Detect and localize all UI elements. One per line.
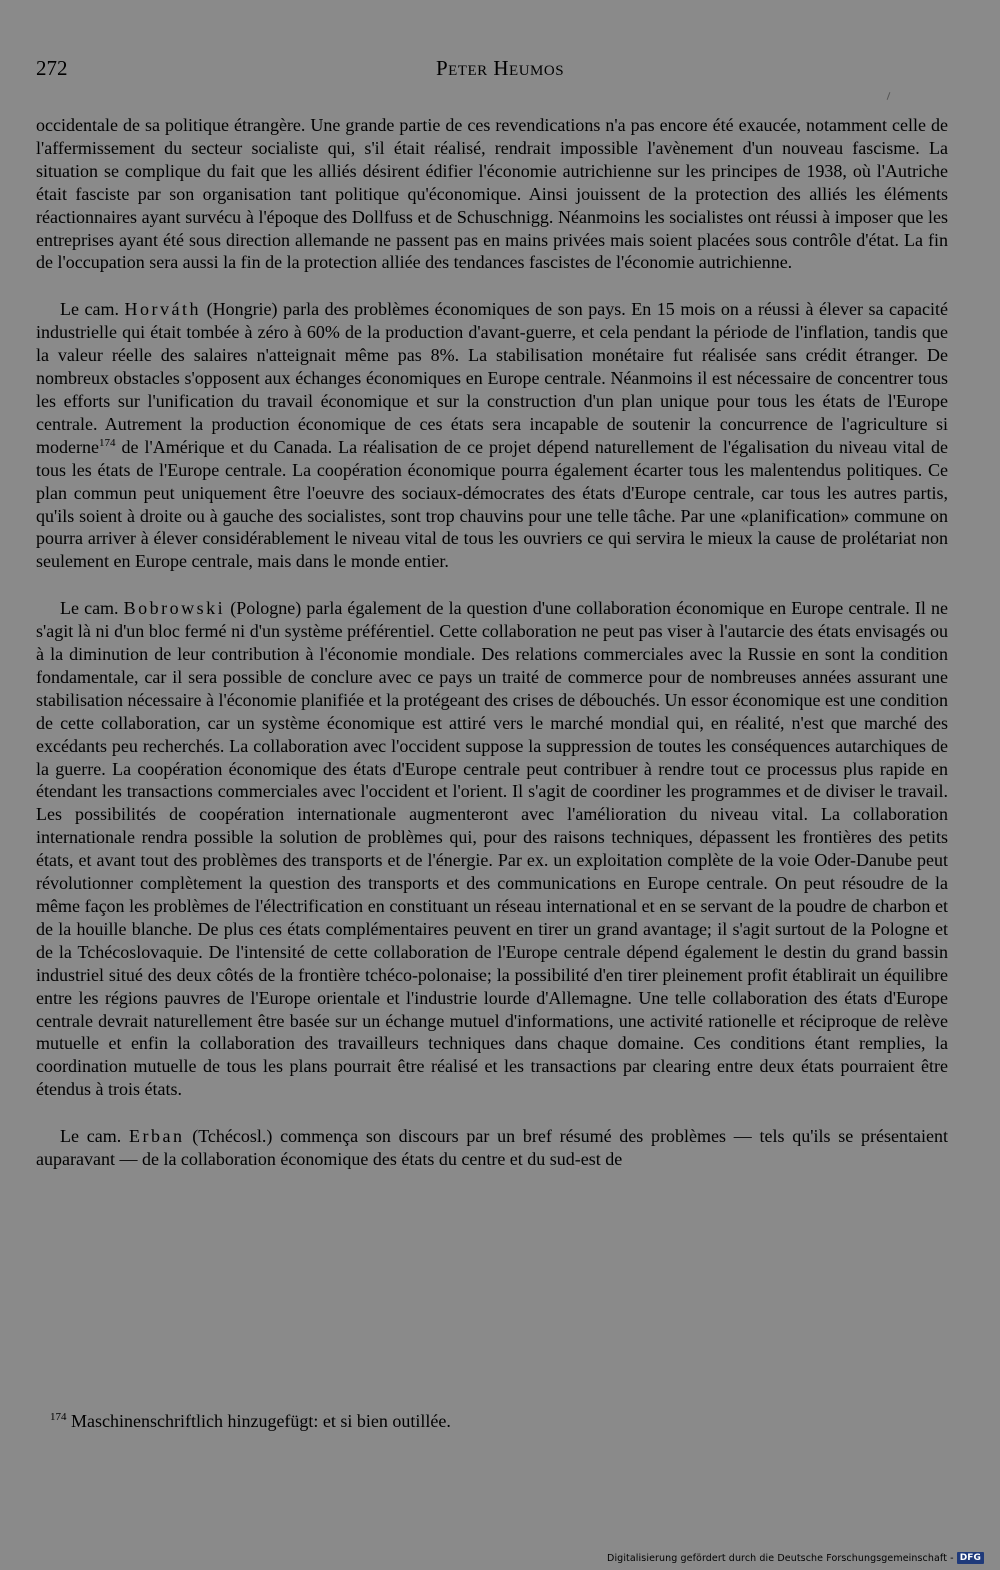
- paragraph-intro: Le cam.: [60, 299, 125, 320]
- speaker-name: Bobrowski: [123, 598, 226, 619]
- running-head: Peter Heumos: [435, 56, 565, 80]
- speaker-name: Horváth: [124, 299, 202, 320]
- footnote-number: 174: [50, 1411, 67, 1423]
- paragraph-bobrowski: [36, 597, 948, 1101]
- body-text: [36, 114, 948, 1195]
- paragraph-horvath: [36, 298, 948, 573]
- footnote-reference: 174: [98, 436, 116, 449]
- paragraph-erban: [36, 1125, 948, 1171]
- paragraph-text: de l'Amérique et du Canada. La réalisation de ce projet dépend naturellement de l'égalisation du niveau vital de tous les états de l'Europe centrale. La coopération économique pourra également écarter tous les malentendus politiques. Ce plan commun peut uniquement être l'oeuvre des sociaux-démocrates des états d'Europe centrale, car tous les autres partis, qu'ils soient à droite ou à gauche des socialistes, sont trop chauvins pour une telle tâche. Par une «planification» commune on pourra arriver à élever considérablement le niveau vital de tous les ouvriers ce qui servira le mieux la cause de prolétariat non seulement en Europe centrale, mais dans le monde entier.: [36, 436, 948, 572]
- dfg-logo-icon: DFG: [957, 1552, 984, 1564]
- page-number: 272: [36, 56, 68, 80]
- footnote: [36, 1410, 948, 1433]
- paragraph-text: (Pologne) parla également de la question d'une collaboration économique en Europe centrale. Il ne s'agit là ni d'un bloc fermé ni d'un système préférentiel. Cette collaboration ne peut pas viser à l'autarcie des états envisagés ou à la diminution de leur contribution à l'économie mondiale. Des relations commerciales avec la Russie en sont la condition fondamentale, car il sera possible de conclure avec ce pays un traité de commerce pour de nombreuses années assurant une stabilisation nécessaire à l'économie planifiée et la protégeant des crises de débouchés. Un essor économique est une condition de cette collaboration, car un système économique est attiré vers le marché mondial qui, en réalité, n'est que marché des excédants peu recherchés. La collaboration avec l'occident suppose la suppression de toutes les conséquences autarchiques de la guerre. La coopération économique des états d'Europe centrale peut contribuer à rendre tout ce processus plus rapide en étendant les transactions commerciales avec l'occident et l'orient. Il s'agit de coordiner les programmes et de diviser le travail. Les possibilités de coopération internationale augmenteront avec l'amélioration du niveau vital. La collaboration internationale rendra possible la solution de problèmes qui, pour des raisons techniques, dépassent les frontières des petits états, et avant tout des problèmes des transports et de l'énergie. Par ex. un exploitation complète de la voie Oder-Danube peut révolutionner complètement la question des transports et des communications en Europe centrale. On peut résoudre de la même façon les problèmes de l'électrification en constituant un réseau international et en se servant de la poudre de charbon et de la houille blanche. De plus ces états complémentaires peuvent en tirer un grand avantage; il s'agit surtout de la Pologne et de la Tchécoslovaquie. De l'intensité de cette collaboration de l'Europe centrale dépend également le destin du grand bassin industriel situé des deux côtés de la frontière tchéco-polonaise; la possibilité d'en tirer pleinement profit établirait un équilibre entre les régions pauvres de l'Europe orientale et l'industrie lourde d'Allemagne. Une telle collaboration des états d'Europe centrale devrait naturellement être basée sur un échange mutuel d'informations, une activité rationelle et réciproque de relève mutuelle et enfin la collaboration des travailleurs techniques dans chaque domaine. Ces conditions étant remplies, la coordination mutuelle de tous les plans pourrait être réalisé et les transactions par clearing entre deux états pourraient être étendus à trois états.: [36, 598, 948, 1100]
- digitization-notice: [607, 1552, 984, 1564]
- paragraph-intro: Le cam.: [60, 1126, 129, 1147]
- paragraph-text: (Hongrie) parla des problèmes économiques de son pays. En 15 mois on a réussi à élever sa capacité industrielle qui était tombée à zéro à 60% de la production d'avant-guerre, et cela pendant la période de l'inflation, tandis que la valeur réelle des salaires n'atteignait même pas 8%. La stabilisation monétaire fut réalisée sans crédit étranger. De nombreux obstacles s'opposent aux échanges économiques en Europe centrale. Néanmoins il est nécessaire de concentrer tous les efforts sur l'unification du travail économique et sur la construction d'un plan unique pour tous les états de l'Europe centrale. Autrement la production économique de ces états sera incapable de soutenir la concurrence de l'agriculture si moderne: [36, 299, 948, 457]
- digitization-text: Digitalisierung gefördert durch die Deutsche Forschungsgemeinschaft -: [607, 1552, 954, 1564]
- scan-speck: [887, 92, 891, 100]
- speaker-name: Erban: [128, 1126, 185, 1147]
- paragraph-1: occidentale de sa politique étrangère. Une grande partie de ces revendications n'a pas encore été exaucée, notamment celle de l'affermissement du secteur socialiste qui, s'il était réalisé, rendrait impossible l'avènement d'un nouveau fascisme. La situation se complique du fait que les alliés désirent édifier l'économie autrichienne sur les principes de 1938, où l'Autriche était fasciste par son organisation tant politique qu'économique. Ainsi jouissent de la protection des alliés les éléments réactionnaires ayant survécu à l'époque des Dollfuss et de Schuschnigg. Néanmoins les socialistes ont réussi à imposer que les entreprises ayant été sous direction allemande ne passent pas en mains privées mais soient placées sous contrôle d'état. La fin de l'occupation sera aussi la fin de la protection alliée des tendances fascistes de l'économie autrichienne.: [36, 115, 948, 273]
- footnote-text: Maschinenschriftlich hinzugefügt: et si bien outillée.: [66, 1411, 451, 1431]
- paragraph-intro: Le cam.: [60, 598, 124, 619]
- paragraph-text: (Tchécosl.) commença son discours par un bref résumé des problèmes — tels qu'ils se présentaient auparavant — de la collaboration économique des états du centre et du sud-est de: [36, 1126, 948, 1170]
